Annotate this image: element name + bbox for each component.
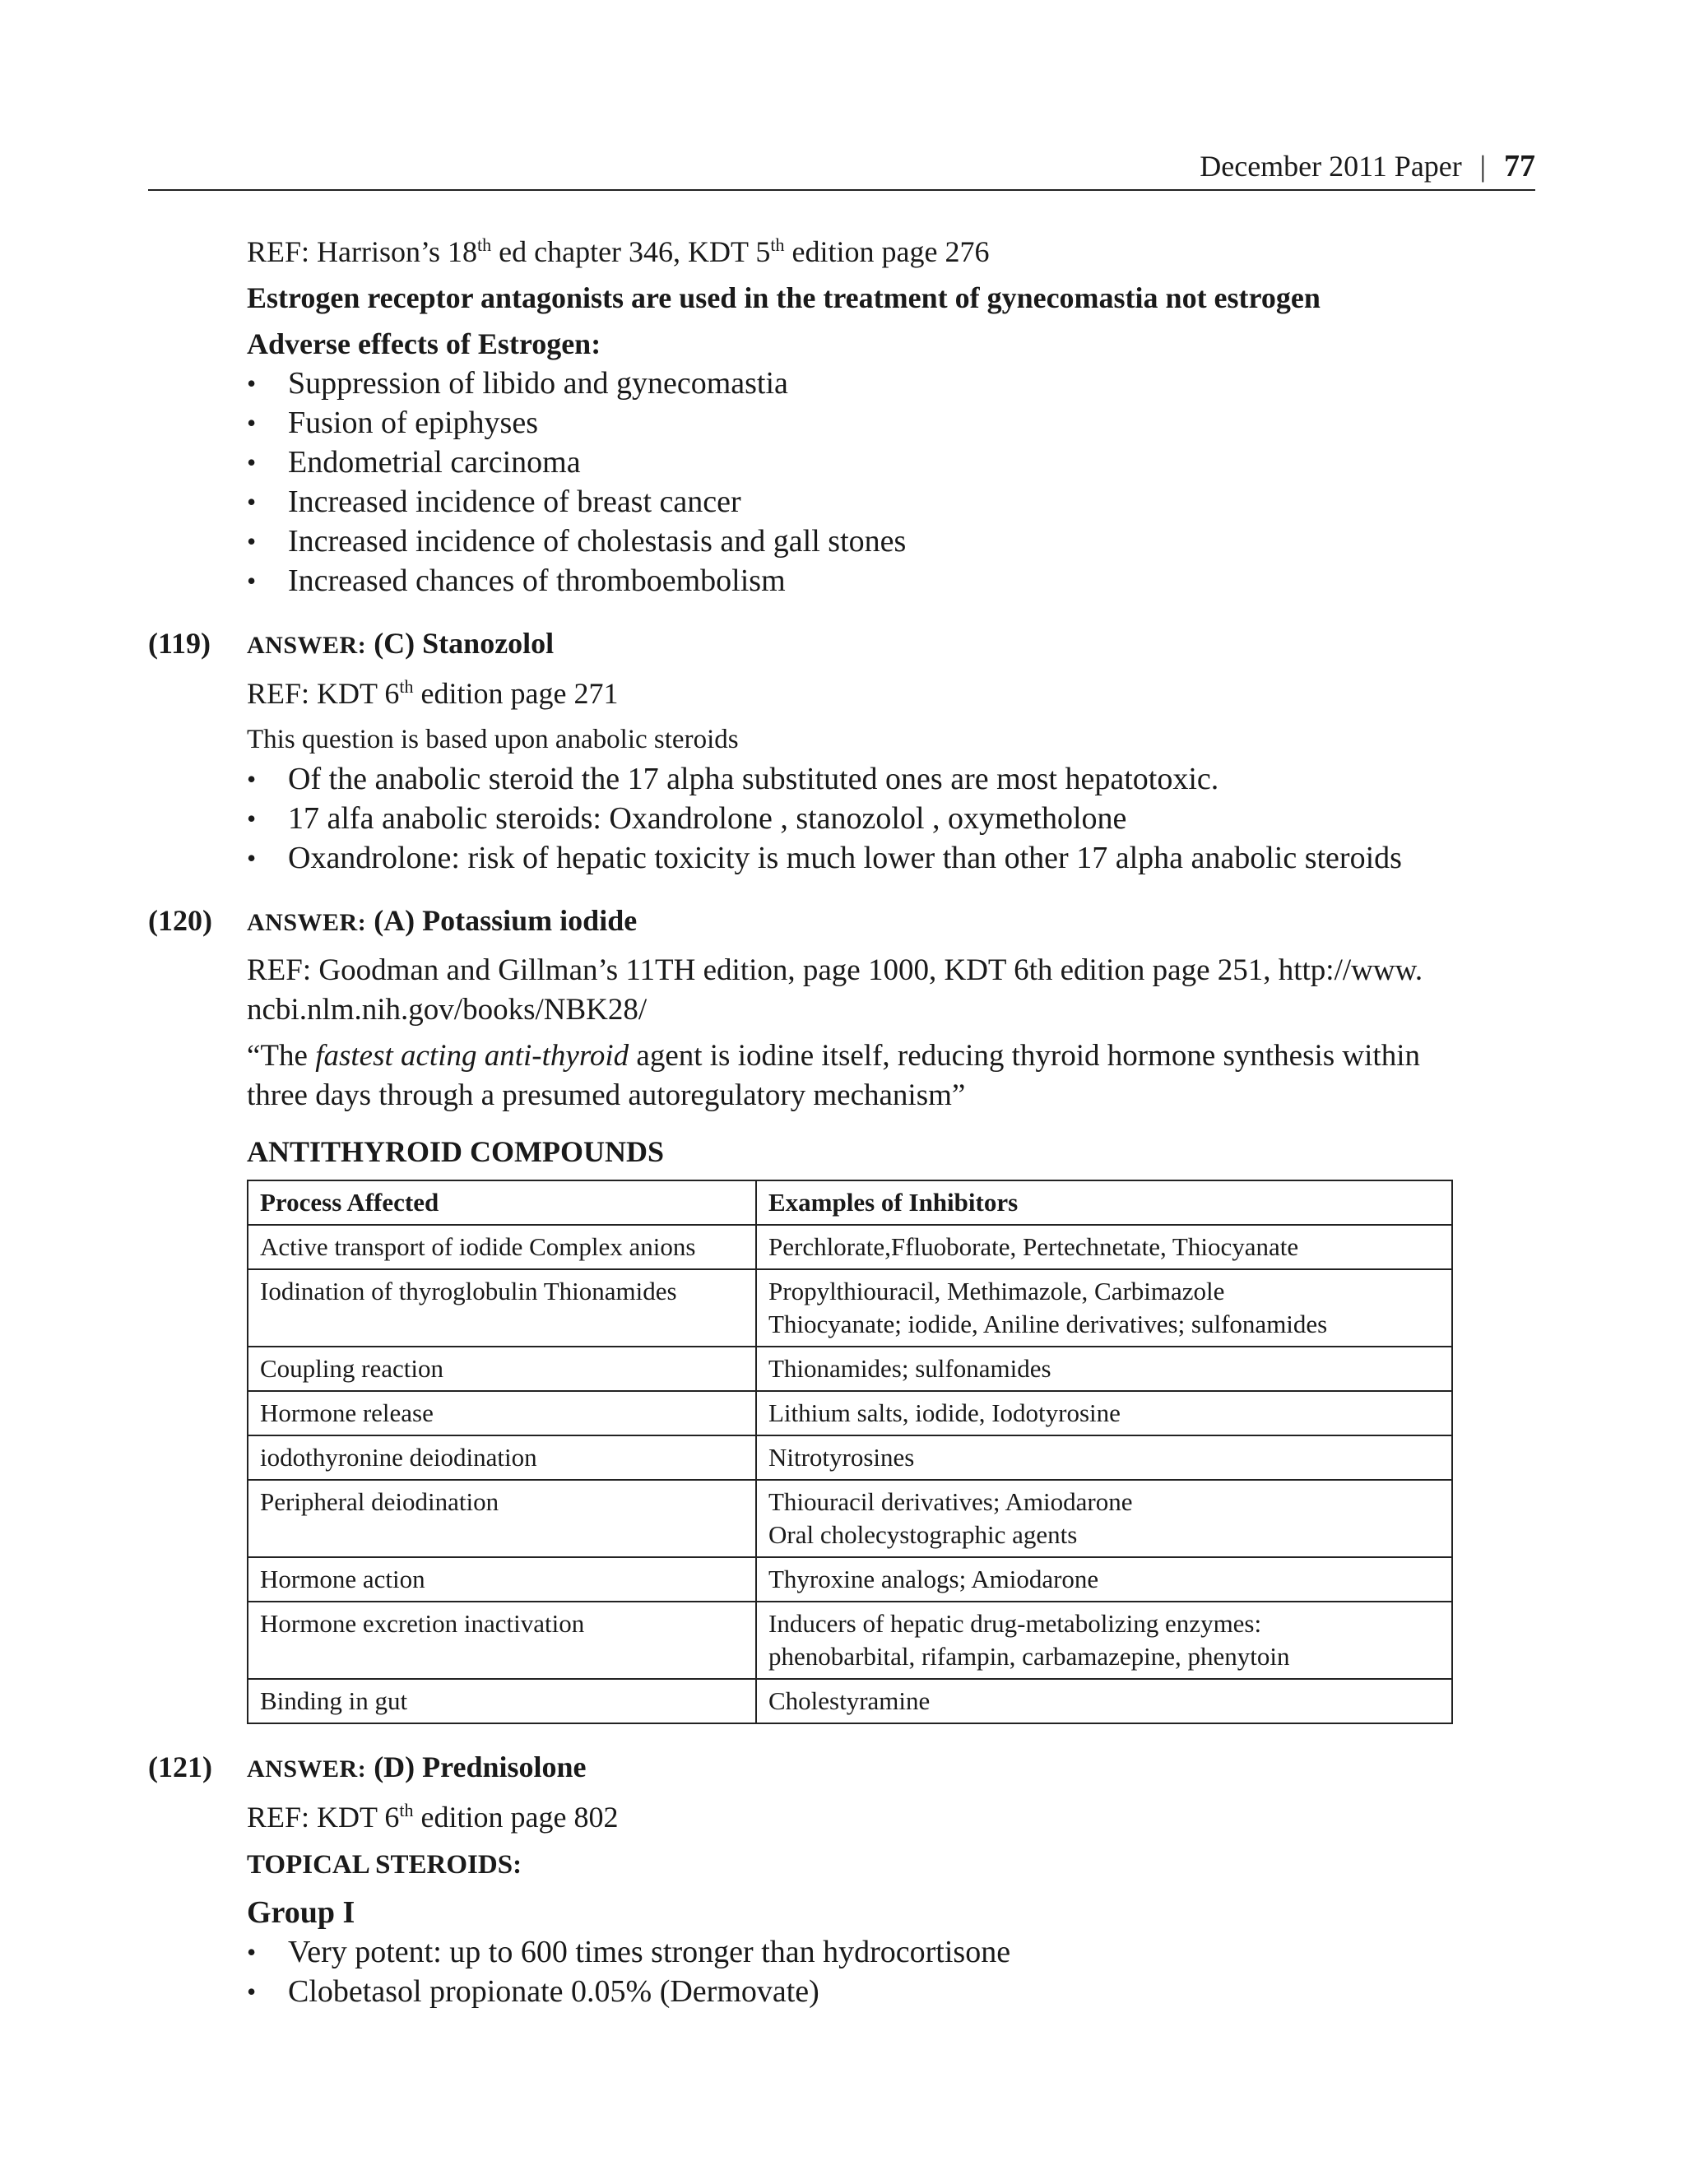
q121-list	[247, 1932, 1547, 2011]
adverse-list	[247, 364, 1547, 600]
table-row	[248, 1269, 1452, 1347]
table-row	[248, 1225, 1452, 1269]
table-cell: Iodination of thyroglobulin Thionamides	[248, 1269, 756, 1347]
table-cell: Binding in gut	[248, 1679, 756, 1723]
question-number: (120)	[148, 904, 212, 937]
column-header: Examples of Inhibitors	[756, 1180, 1452, 1225]
table-row	[248, 1435, 1452, 1480]
table-cell: Thiouracil derivatives; Amiodarone Oral cholecystographic agents	[756, 1480, 1452, 1557]
table-cell: iodothyronine deiodination	[248, 1435, 756, 1480]
antithyroid-table	[247, 1180, 1453, 1724]
question-number: (119)	[148, 627, 211, 660]
table-cell: Coupling reaction	[248, 1347, 756, 1391]
table-cell: Peripheral deiodination	[248, 1480, 756, 1557]
table-row	[248, 1602, 1452, 1679]
q120-ref-line2: ncbi.nlm.nih.gov/books/NBK28/	[247, 993, 648, 1027]
question-120	[148, 901, 1547, 1724]
q120-quote-line1: “The fastest acting anti-thyroid agent is iodine itself, reducing thyroid hormone synthesis within	[247, 1039, 1420, 1073]
table-cell: Lithium salts, iodide, Iodotyrosine	[756, 1391, 1452, 1435]
intro-section	[148, 232, 1547, 600]
question-number: (121)	[148, 1750, 212, 1783]
list-item: • Suppression of libido and gynecomastia	[247, 364, 1547, 403]
list-item: • Fusion of epiphyses	[247, 403, 1547, 443]
table-title: ANTITHYROID COMPOUNDS	[247, 1135, 665, 1168]
intro-statement: Estrogen receptor antagonists are used in the treatment of gynecomastia not estrogen	[247, 281, 1321, 314]
list-item: • Endometrial carcinoma	[247, 443, 1547, 482]
table-row	[248, 1679, 1452, 1723]
group-heading: Group I	[247, 1895, 355, 1930]
column-header: Process Affected	[248, 1180, 756, 1225]
list-item: • Oxandrolone: risk of hepatic toxicity is much lower than other 17 alpha anabolic steroids	[247, 838, 1547, 878]
table-cell: Inducers of hepatic drug-metabolizing enzymes: phenobarbital, rifampin, carbamazepine, phenytoin	[756, 1602, 1452, 1679]
q121-ref: REF: KDT 6th edition page 802	[247, 1800, 619, 1834]
list-item: • Of the anabolic steroid the 17 alpha substituted ones are most hepatotoxic.	[247, 759, 1547, 799]
table-cell: Thyroxine analogs; Amiodarone	[756, 1557, 1452, 1602]
topical-steroids-heading: TOPICAL STEROIDS:	[247, 1850, 522, 1880]
table-cell: Hormone action	[248, 1557, 756, 1602]
adverse-heading: Adverse effects of Estrogen:	[247, 327, 601, 360]
question-121	[148, 1747, 1547, 2011]
table-cell: Nitrotyrosines	[756, 1435, 1452, 1480]
list-item: • Increased incidence of breast cancer	[247, 482, 1547, 522]
running-header	[1200, 148, 1535, 184]
list-item: • Increased chances of thromboembolism	[247, 561, 1547, 600]
page-number: 77	[1504, 149, 1535, 183]
table-row	[248, 1391, 1452, 1435]
q120-ref-line1: REF: Goodman and Gillman’s 11TH edition, page 1000, KDT 6th edition page 251, http://www.	[247, 953, 1423, 987]
table-row	[248, 1347, 1452, 1391]
table-cell: Thionamides; sulfonamides	[756, 1347, 1452, 1391]
answer-line: ANSWER: (A) Potassium iodide	[247, 904, 638, 937]
answer-line: ANSWER: (D) Prednisolone	[247, 1750, 587, 1783]
table-row	[248, 1480, 1452, 1557]
list-item: • Increased incidence of cholestasis and gall stones	[247, 522, 1547, 561]
q119-list	[247, 759, 1547, 878]
answer-line: ANSWER: (C) Stanozolol	[247, 627, 555, 660]
table-row	[248, 1557, 1452, 1602]
table-cell: Hormone release	[248, 1391, 756, 1435]
table-cell: Propylthiouracil, Methimazole, Carbimazole Thiocyanate; iodide, Aniline derivatives; sulfonamides	[756, 1269, 1452, 1347]
list-item: • Very potent: up to 600 times stronger than hydrocortisone	[247, 1932, 1547, 1972]
question-119	[148, 624, 1547, 878]
table-header-row	[248, 1180, 1452, 1225]
page-content	[148, 232, 1547, 2011]
table-cell: Active transport of iodide Complex anions	[248, 1225, 756, 1269]
header-separator: |	[1479, 150, 1486, 183]
header-title: December 2011 Paper	[1200, 150, 1462, 183]
page-header	[148, 141, 1535, 191]
list-item: • Clobetasol propionate 0.05% (Dermovate)	[247, 1972, 1547, 2011]
q119-note: This question is based upon anabolic steroids	[247, 725, 739, 754]
intro-ref: REF: Harrison’s 18th ed chapter 346, KDT 5th edition page 276	[247, 234, 990, 268]
table-cell: Perchlorate,Ffluoborate, Pertechnetate, Thiocyanate	[756, 1225, 1452, 1269]
table-cell: Hormone excretion inactivation	[248, 1602, 756, 1679]
q119-ref: REF: KDT 6th edition page 271	[247, 676, 619, 710]
list-item: • 17 alfa anabolic steroids: Oxandrolone , stanozolol , oxymetholone	[247, 799, 1547, 838]
q120-quote-line2: three days through a presumed autoregulatory mechanism”	[247, 1078, 966, 1112]
table-cell: Cholestyramine	[756, 1679, 1452, 1723]
